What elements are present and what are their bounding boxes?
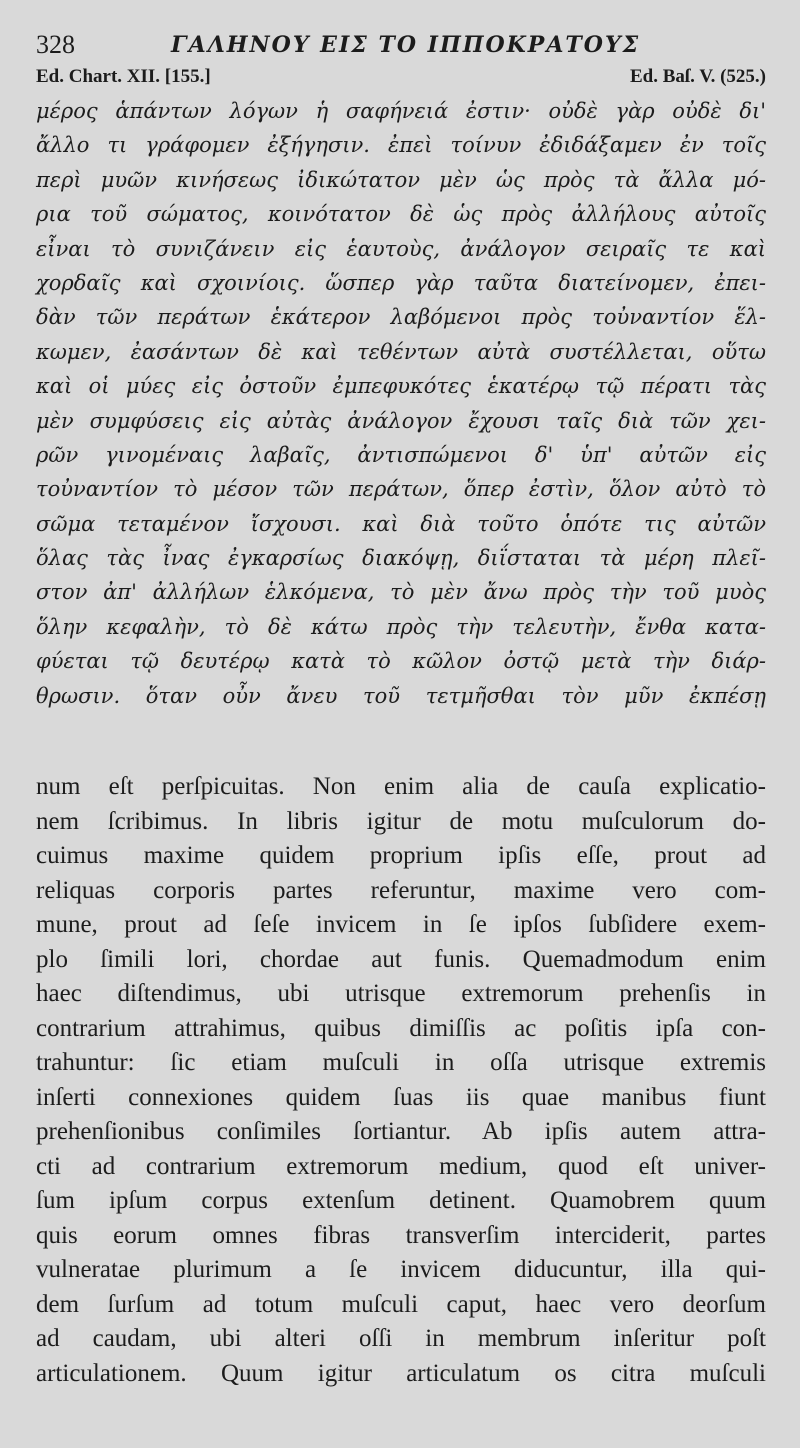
latin-text-line: cti ad contrarium extremorum medium, quod eſt univer-: [36, 1152, 766, 1180]
greek-text-line: περὶ μυῶν κινήσεως ἰδικώτατον μὲν ὡς πρὸς τὰ ἄλλα μό-: [36, 167, 766, 192]
latin-text-line: contrarium attrahimus, quibus dimiſſis ac poſitis ipſa con-: [36, 1014, 766, 1042]
greek-text-line: δὰν τῶν περάτων ἑκάτερον λαβόμενοι πρὸς τοὐναντίον ἕλ-: [36, 305, 766, 330]
latin-text-line: dem ſurſum ad totum muſculi caput, haec vero deorſum: [36, 1290, 766, 1318]
page-header: [36, 30, 776, 64]
latin-text-line: prehenſionibus conſimiles ſortiantur. Ab ipſis autem attra-: [36, 1118, 766, 1145]
greek-text-line: καὶ οἱ μύες εἰς ὀστοῦν ἐμπεφυκότες ἑκατέρῳ τῷ πέρατι τὰς: [36, 374, 766, 399]
latin-text-line: quis eorum omnes fibras transverſim interciderit, partes: [36, 1221, 766, 1249]
latin-text-line: ſum ipſum corpus extenſum detinent. Quamobrem quum: [36, 1187, 766, 1214]
greek-text-line: ρια τοῦ σώματος, κοινότατον δὲ ὡς πρὸς ἀλλήλους αὐτοῖς: [36, 202, 766, 227]
latin-text-line: trahuntur: ſic etiam muſculi in oſſa utrisque extremis: [36, 1049, 766, 1076]
latin-text-line: inſerti connexiones quidem ſuas iis quae manibus fiunt: [36, 1083, 766, 1111]
edition-chartier: Ed. Chart. XII. [155.]: [36, 66, 211, 87]
greek-text-line: μὲν συμφύσεις εἰς αὐτὰς ἀνάλογον ἔχουσι ταῖς διὰ τῶν χει-: [36, 408, 766, 433]
latin-text-line: cuimus maxime quidem proprium ipſis eſſe, prout ad: [36, 842, 766, 869]
greek-text-line: ὅλας τὰς ἶνας ἐγκαρσίως διακόψῃ, διΐσταται τὰ μέρη πλεῖ-: [36, 546, 766, 571]
latin-text-line: mune, prout ad ſeſe invicem in ſe ipſos ſubſidere exem-: [36, 911, 766, 938]
greek-text-line: ρῶν γινομέναις λαβαῖς, ἀντισπώμενοι δ' ὑπ' αὐτῶν εἰς: [36, 442, 766, 467]
page-number: 328: [36, 30, 75, 59]
latin-text-block: [36, 770, 766, 1391]
greek-text-block: [36, 94, 766, 713]
running-title: ΓΑΛΗΝΟΥ ΕΙΣ ΤΟ ΙΠΠΟΚΡΑΤΟΥΣ: [171, 32, 641, 58]
greek-text-line: κωμεν, ἐασάντων δὲ καὶ τεθέντων αὐτὰ συστέλλεται, οὕτω: [36, 339, 766, 364]
latin-text-line: ad caudam, ubi alteri oſſi in membrum inſeritur poſt: [36, 1325, 766, 1352]
latin-text-line: num eſt perſpicuitas. Non enim alia de cauſa explicatio-: [36, 773, 766, 800]
greek-text-line: μέρος ἁπάντων λόγων ἡ σαφήνειά ἐστιν· οὐδὲ γὰρ οὐδὲ δι': [36, 99, 766, 123]
greek-text-line: χορδαῖς καὶ σχοινίοις. ὥσπερ γὰρ ταῦτα διατείνομεν, ἐπει-: [36, 270, 766, 295]
latin-text-line: vulneratae plurimum a ſe invicem diducuntur, illa qui-: [36, 1256, 766, 1283]
latin-text-line: haec diſtendimus, ubi utrisque extremorum prehenſis in: [36, 980, 766, 1007]
greek-text-line: σῶμα τεταμένον ἴσχουσι. καὶ διὰ τοῦτο ὁπότε τις αὐτῶν: [36, 511, 766, 536]
greek-text-line: θρωσιν. ὅταν οὖν ἄνευ τοῦ τετμῆσθαι τὸν μῦν ἐκπέσῃ: [36, 683, 766, 708]
greek-text-line: φύεται τῷ δευτέρῳ κατὰ τὸ κῶλον ὀστῷ μετὰ τὴν διάρ-: [36, 649, 766, 674]
edition-references: [36, 66, 766, 94]
greek-text-line: στον ἀπ' ἀλλήλων ἑλκόμενα, τὸ μὲν ἄνω πρὸς τὴν τοῦ μυὸς: [36, 580, 766, 605]
edition-basel: Ed. Baſ. V. (525.): [629, 66, 766, 87]
greek-text-line: ἄλλο τι γράφομεν ἐξήγησιν. ἐπεὶ τοίνυν ἐδιδάξαμεν ἐν τοῖς: [36, 133, 766, 158]
greek-text-line: εἶναι τὸ συνιζάνειν εἰς ἑαυτοὺς, ἀνάλογον σειραῖς τε καὶ: [36, 236, 766, 261]
greek-text-line: τοὐναντίον τὸ μέσον τῶν περάτων, ὅπερ ἐστὶν, ὅλον αὐτὸ τὸ: [36, 477, 766, 502]
latin-text-line: nem ſcribimus. In libris igitur de motu muſculorum do-: [36, 807, 766, 835]
greek-text-line: ὅλην κεφαλὴν, τὸ δὲ κάτω πρὸς τὴν τελευτὴν, ἔνθα κατα-: [36, 614, 766, 639]
latin-text-line: plo ſimili lori, chordae aut funis. Quemadmodum enim: [36, 945, 766, 973]
latin-text-line: reliquas corporis partes referuntur, maxime vero com-: [36, 876, 766, 904]
latin-text-line: articulationem. Quum igitur articulatum os citra muſculi: [36, 1359, 766, 1387]
